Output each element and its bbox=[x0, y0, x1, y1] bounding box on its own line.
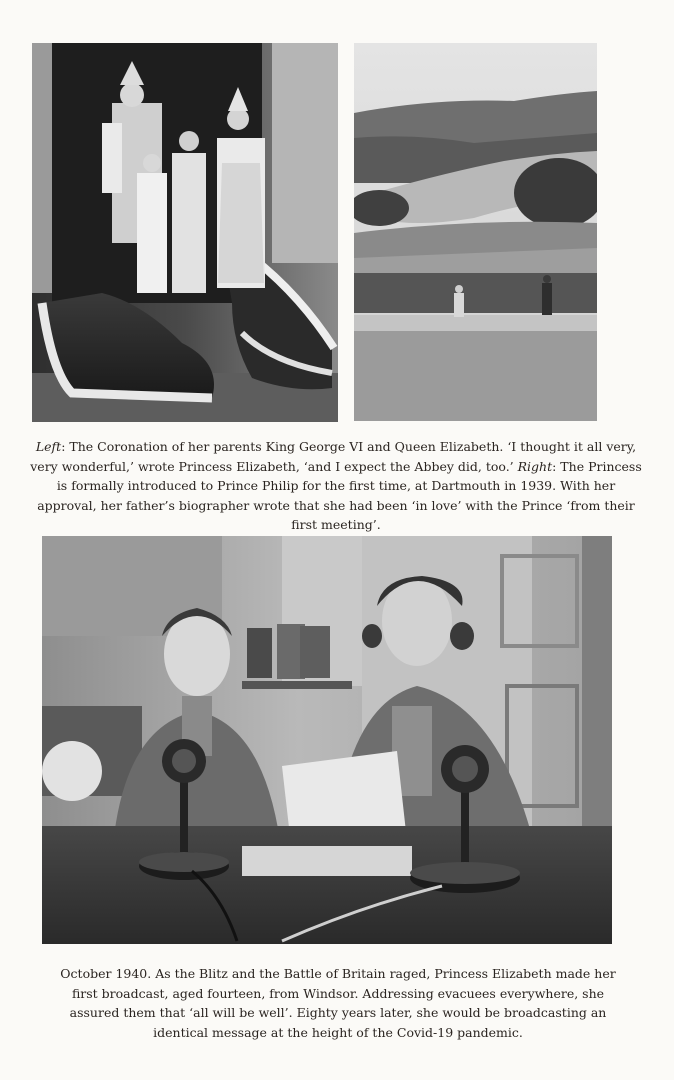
left-label: Left bbox=[35, 439, 62, 454]
left-caption-text: : The Coronation of her parents King George VI and Queen Elizabeth. ‘I thought it all very, very wonderful,’ wrote Princess Elizabeth, ‘and I expect the Abbey did, too.’ bbox=[30, 439, 637, 474]
broadcast-photo bbox=[42, 536, 612, 944]
bottom-caption-text: October 1940. As the Blitz and the Battle of Britain raged, Princess Elizabeth made her first broadcast, aged fourteen, from Windsor. Addressing evacuees everywhere, she assured them that ‘all will be well’. Eighty years later, she would be broadcasting an identical message at the height of the Covid-19 pandemic. bbox=[60, 966, 616, 1040]
right-caption-text: : The Princess is formally introduced to Prince Philip for the first time, at Dartmouth in 1939. With her approval, her father’s biographer wrote that she had been ‘in love’ with the Prince ‘from their first meeting’. bbox=[37, 458, 642, 532]
top-caption bbox=[30, 437, 642, 535]
coronation-photo bbox=[32, 43, 338, 422]
dartmouth-photo bbox=[354, 43, 597, 421]
right-label: Right bbox=[517, 458, 553, 474]
bottom-caption bbox=[60, 964, 616, 1042]
